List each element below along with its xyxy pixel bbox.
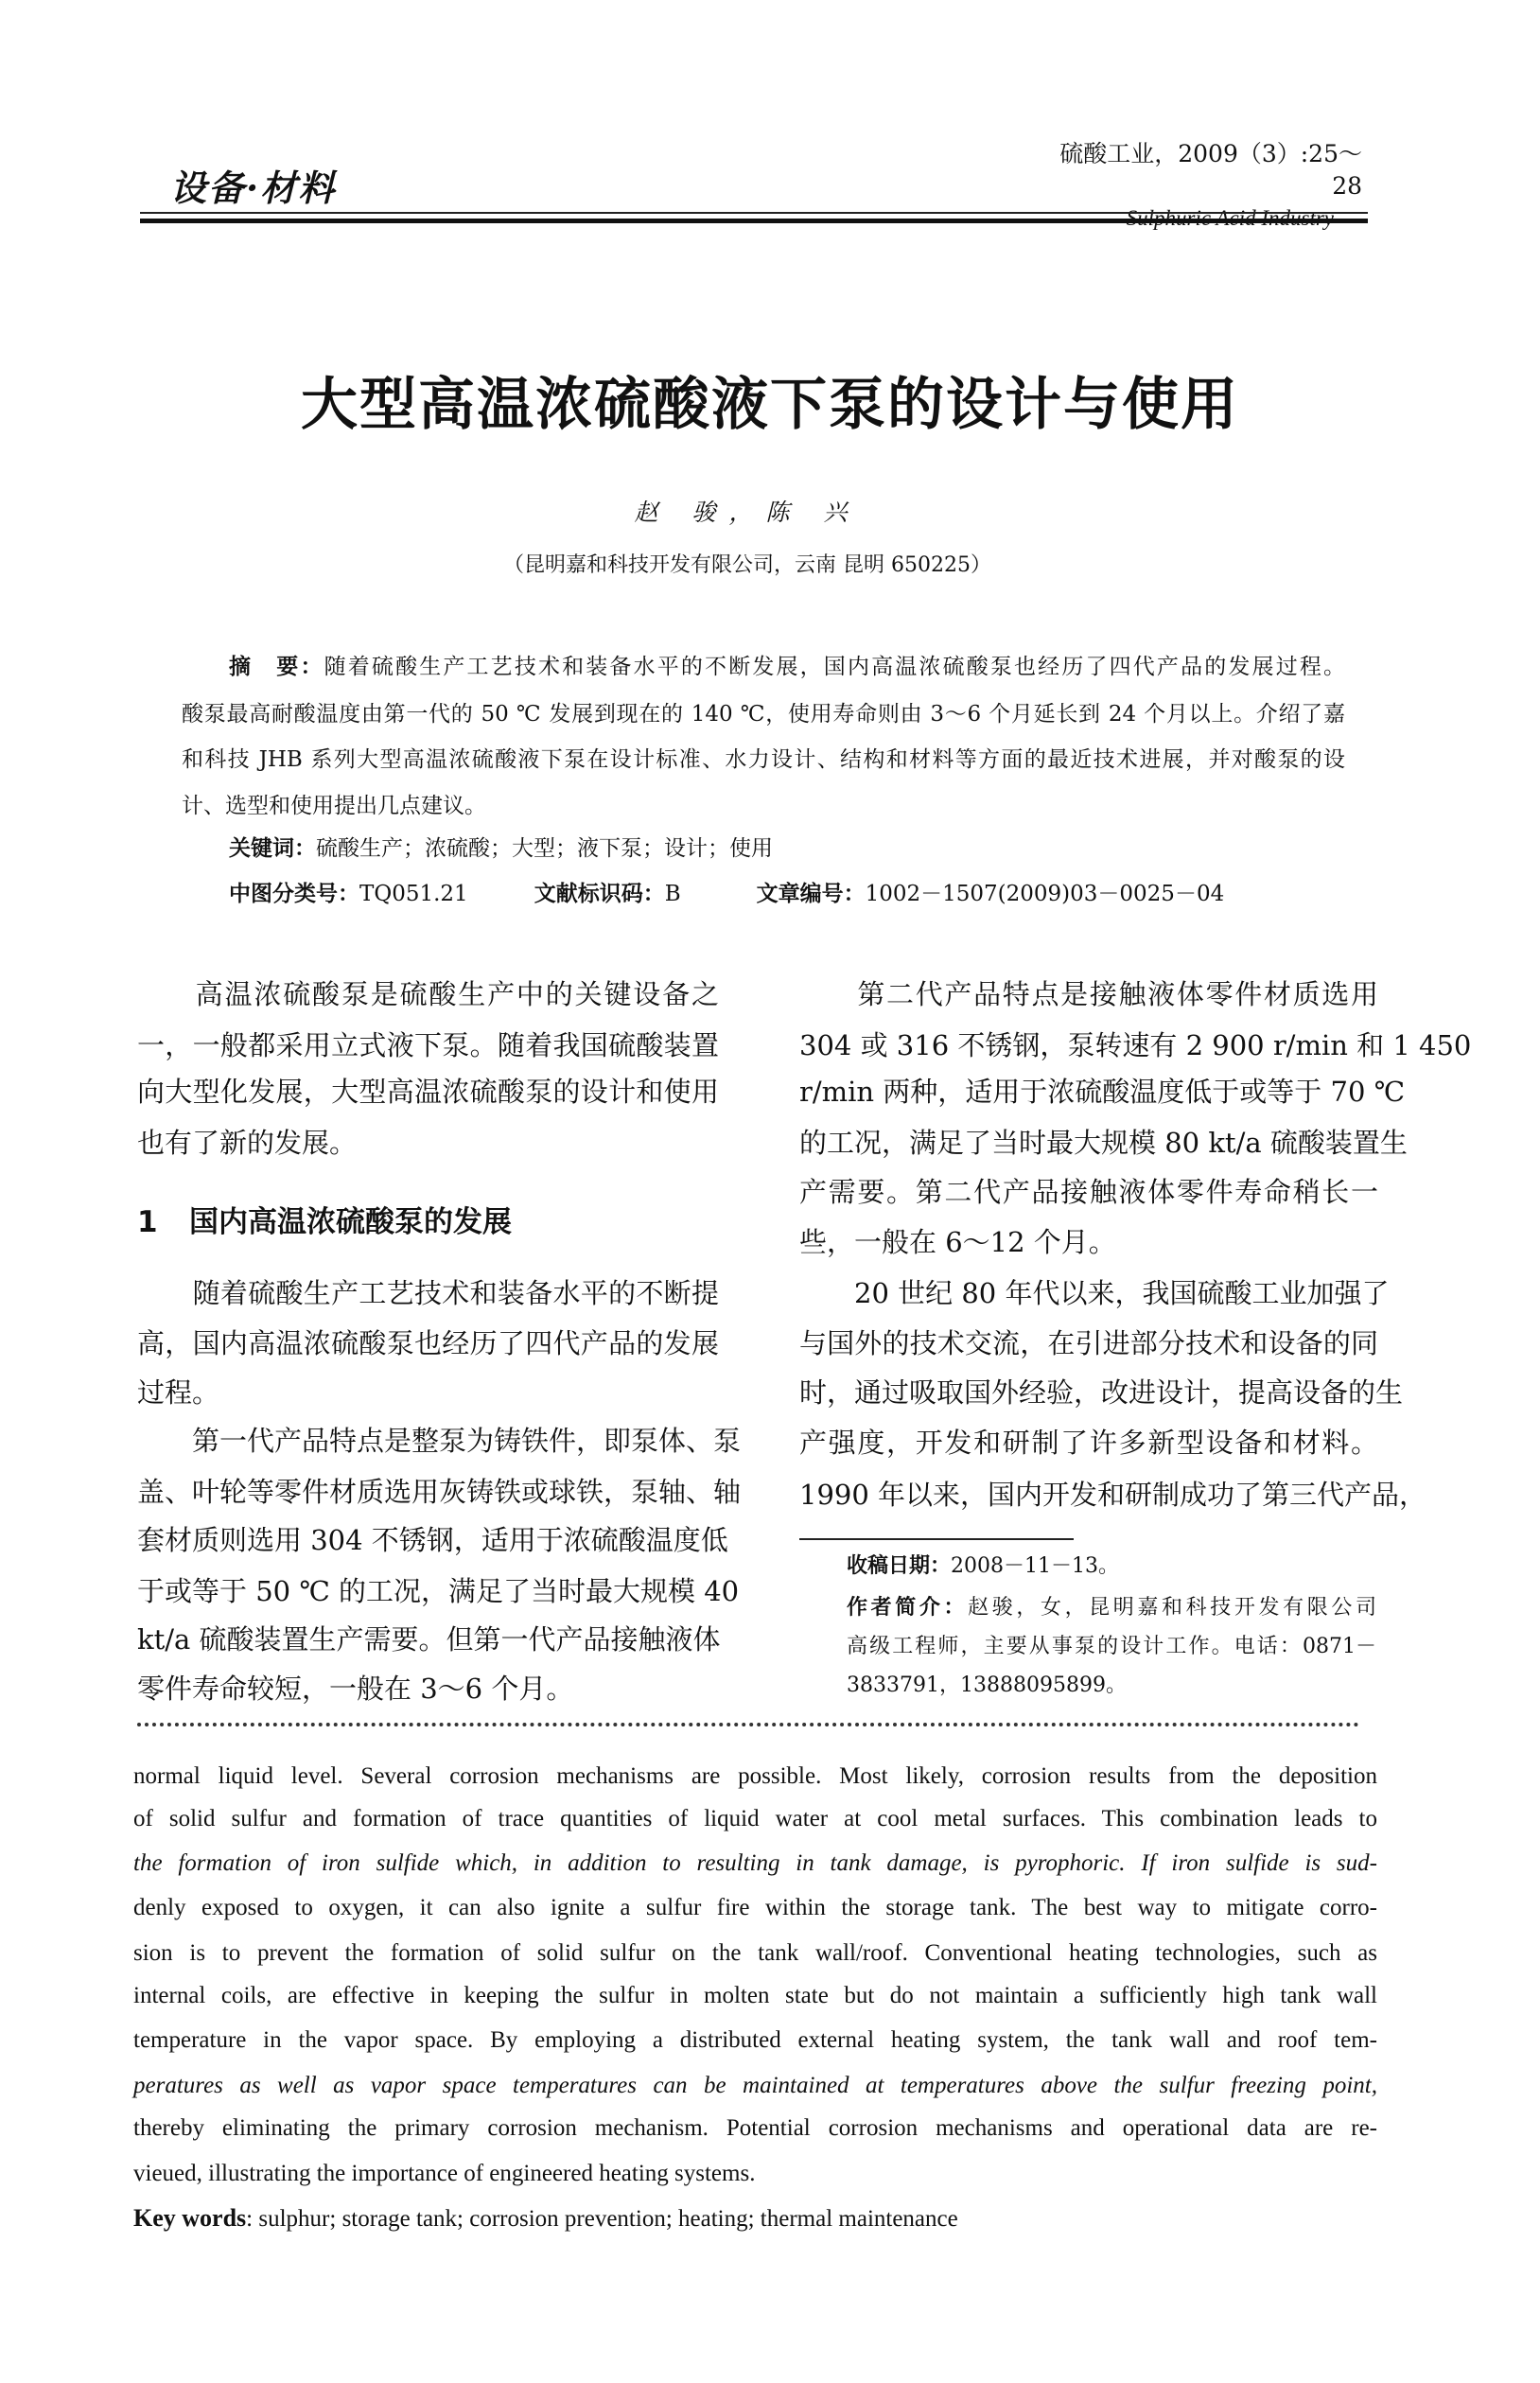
article-title: 大型高温浓硫酸液下泵的设计与使用 [301, 372, 1239, 438]
clc-value: TQ051.21 [359, 882, 468, 906]
paragraph-line: 一，一般都采用立式液下泵。随着我国硫酸装置 [137, 1029, 719, 1061]
paragraph-line: 高，国内高温浓硫酸泵也经历了四代产品的发展 [137, 1327, 719, 1359]
section-tag: 设备·材料 [170, 166, 337, 209]
paragraph-line: 的工况，满足了当时最大规模 80 kt/a 硫酸装置生 [799, 1127, 1408, 1159]
paragraph-line: 盖、叶轮等零件材质选用灰铸铁或球铁，泵轴、轴 [137, 1476, 742, 1508]
classification-line [229, 880, 1224, 908]
article-affiliation: （昆明嘉和科技开发有限公司，云南 昆明 650225） [503, 553, 991, 577]
paragraph-line: 套材质则选用 304 不锈钢，适用于浓硫酸温度低 [137, 1524, 728, 1556]
author-bio-label: 作者简介： [847, 1596, 969, 1620]
paragraph-line: 时，通过吸取国外经验，改进设计，提高设备的生 [799, 1376, 1404, 1409]
abstract-label: 摘 要： [229, 655, 324, 679]
paragraph-line: r/min 两种，适用于浓硫酸温度低于或等于 70 ℃ [799, 1076, 1406, 1108]
paragraph-line: 第二代产品特点是接触液体零件材质选用 [799, 978, 1378, 1010]
footnote-rule [799, 1538, 1074, 1540]
paragraph-line: 1990 年以来，国内开发和研制成功了第三代产品， [799, 1479, 1427, 1511]
paragraph-line: 产强度，开发和研制了许多新型设备和材料。 [799, 1427, 1378, 1459]
abstract-line: 酸泵最高耐酸温度由第一代的 50 ℃ 发展到现在的 140 ℃，使用寿命则由 3～6 个月延长到 24 个月以上。介绍了嘉 [182, 702, 1345, 727]
author-bio-text: 赵骏，女，昆明嘉和科技开发有限公司 [968, 1596, 1376, 1620]
dotted-separator [137, 1723, 1359, 1726]
english-abstract-line: internal coils, are effective in keeping the sulfur in molten state but do not maintain a sufficiently high tank wall [133, 1983, 1377, 2008]
paragraph-line: 些，一般在 6～12 个月。 [799, 1226, 1116, 1258]
footnote-received [847, 1552, 1376, 1581]
english-abstract-line: normal liquid level. Several corrosion mechanisms are possible. Most likely, corrosion results from the deposition [133, 1763, 1377, 1789]
keywords-en-label: Key words [133, 2204, 247, 2232]
article-no-label: 文章编号： [756, 882, 866, 906]
english-abstract-line: temperature in the vapor space. By employing a distributed external heating system, the tank wall and roof tem- [133, 2027, 1377, 2053]
keywords-en [133, 2204, 958, 2233]
paragraph-line: 产需要。第二代产品接触液体零件寿命稍长一 [799, 1176, 1378, 1208]
header-rule-thick [140, 219, 1368, 223]
journal-citation: 硫酸工业，2009（3）:25～28 [1059, 140, 1362, 200]
paragraph-line: 于或等于 50 ℃ 的工况，满足了当时最大规模 40 [137, 1575, 740, 1607]
section-heading-text: 国内高温浓硫酸泵的发展 [189, 1205, 512, 1239]
paragraph-line: kt/a 硫酸装置生产需要。但第一代产品接触液体 [137, 1623, 721, 1656]
keywords-en-value: : sulphur; storage tank; corrosion prevention; heating; thermal maintenance [246, 2206, 958, 2232]
paragraph-line: 20 世纪 80 年代以来，我国硫酸工业加强了 [799, 1277, 1390, 1309]
section-number: 1 [137, 1205, 158, 1239]
received-date: 2008－11－13。 [951, 1554, 1119, 1578]
paragraph-line: 向大型化发展，大型高温浓硫酸泵的设计和使用 [137, 1076, 719, 1108]
english-abstract-line: vieued, illustrating the importance of engineered heating systems. [133, 2161, 756, 2186]
article-authors: 赵 骏，陈 兴 [634, 499, 861, 526]
section-heading [137, 1198, 512, 1240]
english-abstract-line: the formation of iron sulfide which, in addition to resulting in tank damage, is pyrophoric. If iron sulfide is sud- [133, 1850, 1377, 1876]
paragraph-line: 零件寿命较短，一般在 3～6 个月。 [137, 1673, 574, 1705]
english-abstract-line: of solid sulfur and formation of trace quantities of liquid water at cool metal surfaces. This combination leads to [133, 1806, 1377, 1831]
paragraph-line: 高温浓硫酸泵是硫酸生产中的关键设备之 [137, 978, 719, 1010]
paragraph-line: 304 或 316 不锈钢，泵转速有 2 900 r/min 和 1 450 [799, 1029, 1472, 1061]
english-abstract-line: denly exposed to oxygen, it can also ignite a sulfur fire within the storage tank. The best way to mitigate corro- [133, 1895, 1377, 1920]
doc-code-label: 文献标识码： [534, 882, 665, 906]
keywords-cn [229, 834, 773, 863]
english-abstract-line: sion is to prevent the formation of solid sulfur on the tank wall/roof. Conventional heating technologies, such as [133, 1940, 1377, 1966]
article-no-value: 1002－1507(2009)03－0025－04 [865, 882, 1225, 906]
keywords-value: 硫酸生产；浓硫酸；大型；液下泵；设计；使用 [316, 836, 773, 861]
footnote-line: 3833791，13888095899。 [847, 1673, 1127, 1697]
english-abstract-line: peratures as well as vapor space temperatures can be maintained at temperatures above the sulfur freezing point, [133, 2073, 1377, 2098]
paragraph-line: 与国外的技术交流，在引进部分技术和设备的同 [799, 1327, 1378, 1359]
abstract-text: 随着硫酸生产工艺技术和装备水平的不断发展，国内高温浓硫酸泵也经历了四代产品的发展过程。 [324, 655, 1346, 679]
paragraph-line: 随着硫酸生产工艺技术和装备水平的不断提 [137, 1277, 719, 1309]
english-abstract-line: thereby eliminating the primary corrosion mechanism. Potential corrosion mechanisms and operational data are re- [133, 2115, 1377, 2141]
header-rule [140, 212, 1368, 214]
clc-label: 中图分类号： [229, 882, 359, 906]
doc-code-value: B [664, 882, 681, 906]
received-label: 收稿日期： [847, 1554, 952, 1578]
footnote-line: 高级工程师，主要从事泵的设计工作。电话：0871－ [847, 1635, 1376, 1658]
paragraph-line: 过程。 [137, 1376, 220, 1409]
paragraph-line: 也有了新的发展。 [137, 1127, 358, 1159]
paragraph-line: 第一代产品特点是整泵为铸铁件，即泵体、泵 [137, 1425, 742, 1457]
footnote-author [847, 1594, 1376, 1622]
abstract-line [229, 653, 1345, 681]
abstract-line: 和科技 JHB 系列大型高温浓硫酸液下泵在设计标准、水力设计、结构和材料等方面的最近技术进展，并对酸泵的设 [182, 747, 1345, 772]
keywords-label: 关键词： [229, 836, 316, 861]
abstract-line: 计、选型和使用提出几点建议。 [182, 794, 486, 818]
